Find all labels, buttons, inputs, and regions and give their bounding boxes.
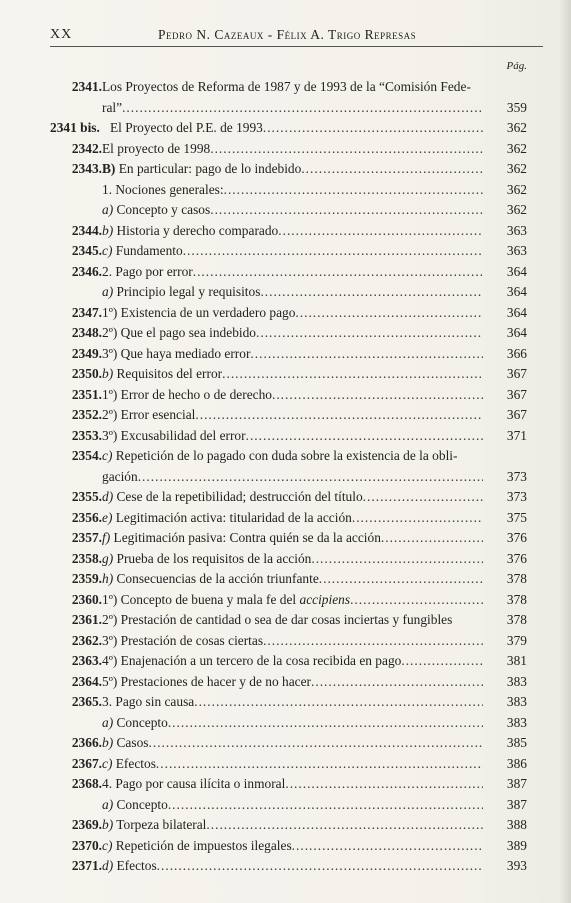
entry-page: 378: [506, 591, 527, 607]
toc-entry: [0, 651, 571, 672]
entry-page: 393: [506, 858, 527, 873]
entry-number: 2342.: [71, 140, 102, 156]
entry-page: 383: [506, 714, 527, 730]
running-title: Pedro N. Cazeaux - Félix A. Trigo Represas: [158, 27, 417, 42]
entry-number: 2362.: [71, 632, 102, 648]
toc-entry: [0, 241, 571, 262]
toc-entry: [0, 610, 571, 631]
page-edge-shadow: [559, 0, 571, 903]
entry-title: d) Cese de la repetibilidad; destrucción del título .....: [102, 487, 483, 508]
entry-page: 367: [506, 407, 527, 422]
toc-entry: [0, 159, 571, 180]
toc-entry: [0, 405, 571, 426]
entry-number: 2348.: [71, 325, 102, 340]
entry-number: 2349.: [71, 345, 102, 361]
entry-page: 371: [506, 427, 527, 443]
entry-number: 2352.: [71, 407, 102, 422]
entry-title: c) Fundamento .....: [102, 241, 483, 262]
entry-number: 2341 bis.: [50, 120, 100, 135]
entry-number: 2353.: [71, 427, 102, 443]
entry-page: 376: [506, 550, 527, 566]
entry-title: a) Concepto .....: [102, 795, 483, 816]
toc-entry: [0, 508, 571, 529]
entry-title: d) Efectos .....: [102, 856, 483, 877]
entry-page: 386: [506, 755, 527, 771]
entry-title: b) Casos .....: [102, 733, 483, 754]
entry-number: 2366.: [71, 735, 102, 750]
toc-entry: [0, 118, 571, 139]
toc-entry: [0, 98, 571, 119]
entry-page: 387: [506, 796, 527, 812]
page-column-label: Pág.: [506, 60, 527, 72]
toc-entry: [0, 221, 571, 242]
entry-page: 366: [506, 345, 527, 361]
entry-number: 2354.: [71, 448, 102, 463]
toc-entry: [0, 549, 571, 570]
entry-page: 364: [506, 263, 527, 279]
entry-number: 2371.: [71, 858, 102, 873]
entry-title: a) Concepto y casos .....: [102, 200, 483, 221]
toc-entry: [0, 139, 571, 160]
entry-title: h) Consecuencias de la acción triunfante .....: [102, 569, 483, 590]
entry-number: 2361.: [71, 612, 102, 627]
toc-entry: [0, 815, 571, 836]
entry-title: B) En particular: pago de lo indebido .....: [102, 159, 483, 180]
toc-entry: [0, 364, 571, 385]
entry-number: 2356.: [71, 509, 102, 525]
toc-entry: [0, 426, 571, 447]
entry-number: 2369.: [71, 817, 102, 832]
entry-page: 378: [506, 612, 527, 627]
toc-entry: [0, 754, 571, 775]
entry-number: 2370.: [71, 837, 102, 853]
entry-title: 2º) Prestación de cantidad o sea de dar cosas inciertas y fungibles: [102, 612, 453, 627]
toc-entry: [0, 344, 571, 365]
entry-title: gación .....: [102, 467, 483, 488]
page-folio: XX: [50, 27, 73, 42]
running-header: [50, 24, 543, 47]
toc-entry-line: [0, 446, 571, 467]
entry-title: 1º) Existencia de un verdadero pago .....: [102, 303, 483, 324]
entry-number: 2343.: [71, 161, 102, 176]
entry-title: 3. Pago sin causa .....: [102, 692, 483, 713]
toc-entry: [0, 282, 571, 303]
entry-page: 388: [506, 817, 527, 832]
entry-number: 2351.: [71, 386, 102, 402]
entry-number: 2365.: [71, 694, 102, 709]
toc-entry: [0, 487, 571, 508]
entry-title: 2º) Error esencial .....: [102, 405, 483, 426]
entry-title: c) Efectos .....: [102, 754, 483, 775]
entry-title: 5º) Prestaciones de hacer y de no hacer .....: [102, 672, 483, 693]
entry-title: 1º) Concepto de buena y mala fe del accipiens .....: [102, 590, 483, 611]
entry-title: 3º) Que haya mediado error .....: [102, 344, 483, 365]
toc-entry: [0, 385, 571, 406]
entry-number: 2357.: [71, 530, 102, 545]
entry-title: 3º) Prestación de cosas ciertas .....: [102, 631, 483, 652]
entry-number: 2363.: [71, 653, 102, 668]
entry-title: 2. Pago por error .....: [102, 262, 483, 283]
toc-entry: [0, 323, 571, 344]
entry-page: 375: [506, 509, 527, 525]
toc-entry: [0, 672, 571, 693]
entry-number: 2344.: [71, 222, 102, 238]
toc-entry: [0, 528, 571, 549]
toc-entry: [0, 713, 571, 734]
entry-number: 2355.: [71, 489, 102, 504]
entry-page: 362: [506, 161, 527, 176]
entry-page: 362: [506, 181, 527, 197]
entry-title: a) Concepto .....: [102, 713, 483, 734]
toc-entry: [0, 733, 571, 754]
entry-title: e) Legitimación activa: titularidad de la acción .....: [102, 508, 483, 529]
toc-entry: [0, 631, 571, 652]
entry-page: 363: [506, 222, 527, 238]
entry-number: 2358.: [71, 550, 102, 566]
toc-entry: [0, 303, 571, 324]
entry-number: 2367.: [71, 755, 102, 771]
entry-page: 389: [506, 837, 527, 853]
entry-title: 2º) Que el pago sea indebido .....: [102, 323, 483, 344]
entry-number: 2360.: [71, 591, 102, 607]
toc-entry: [0, 200, 571, 221]
entry-title: g) Prueba de los requisitos de la acción .....: [102, 549, 483, 570]
entry-page: 376: [506, 530, 527, 545]
entry-page: 367: [506, 386, 527, 402]
entry-title: b) Historia y derecho comparado .....: [102, 221, 483, 242]
entry-number: 2350.: [71, 366, 102, 381]
entry-title-line: c) Repetición de lo pagado con duda sobre la existencia de la obli-: [102, 448, 458, 463]
entry-title: a) Principio legal y requisitos .....: [102, 282, 483, 303]
entry-title: 1. Nociones generales: .....: [102, 180, 483, 201]
toc-entry: [0, 692, 571, 713]
entry-title: 3º) Excusabilidad del error .....: [102, 426, 483, 447]
entry-number: 2341.: [71, 79, 102, 94]
table-of-contents: [0, 77, 571, 877]
entry-page: 373: [506, 468, 527, 484]
entry-page: 383: [506, 694, 527, 709]
entry-page: 381: [506, 653, 527, 668]
entry-title: b) Torpeza bilateral .....: [102, 815, 483, 836]
entry-number: 2364.: [71, 673, 102, 689]
entry-page: 373: [506, 489, 527, 504]
entry-page: 359: [506, 99, 527, 115]
entry-page: 364: [506, 304, 527, 320]
entry-title: b) Requisitos del error .....: [102, 364, 483, 385]
toc-entry: [0, 262, 571, 283]
entry-title: 4. Pago por causa ilícita o inmoral .....: [102, 774, 483, 795]
entry-number: 2368.: [71, 776, 102, 791]
entry-page: 362: [506, 202, 527, 217]
toc-entry: [0, 467, 571, 488]
entry-title: f) Legitimación pasiva: Contra quién se da la acción .....: [102, 528, 483, 549]
entry-page: 364: [506, 325, 527, 340]
entry-number: 2345.: [71, 243, 102, 258]
entry-title: El proyecto de 1998 .....: [102, 139, 483, 160]
entry-title-line: Los Proyectos de Reforma de 1987 y de 1993 de la “Comisión Fede-: [102, 79, 471, 94]
entry-page: 367: [506, 366, 527, 381]
entry-title: El Proyecto del P.E. de 1993 .....: [110, 118, 483, 139]
toc-entry: [0, 836, 571, 857]
entry-page: 383: [506, 673, 527, 689]
toc-entry: [0, 180, 571, 201]
toc-entry: [0, 590, 571, 611]
entry-page: 387: [506, 776, 527, 791]
entry-title: 4º) Enajenación a un tercero de la cosa recibida en pago .....: [102, 651, 483, 672]
entry-number: 2359.: [71, 571, 102, 586]
toc-entry: [0, 774, 571, 795]
entry-page: 363: [506, 243, 527, 258]
entry-page: 385: [506, 735, 527, 750]
entry-page: 378: [506, 571, 527, 586]
toc-entry: [0, 795, 571, 816]
entry-title: 1º) Error de hecho o de derecho .....: [102, 385, 483, 406]
entry-page: 362: [506, 140, 527, 156]
toc-entry: [0, 569, 571, 590]
entry-title: ral” .....: [102, 98, 483, 119]
entry-title: c) Repetición de impuestos ilegales .....: [102, 836, 483, 857]
entry-page: 364: [506, 284, 527, 299]
entry-number: 2346.: [71, 263, 102, 279]
entry-number: 2347.: [71, 304, 102, 320]
entry-page: 379: [506, 632, 527, 648]
entry-page: 362: [506, 120, 527, 135]
toc-entry: [0, 856, 571, 877]
toc-entry-line: [0, 77, 571, 98]
